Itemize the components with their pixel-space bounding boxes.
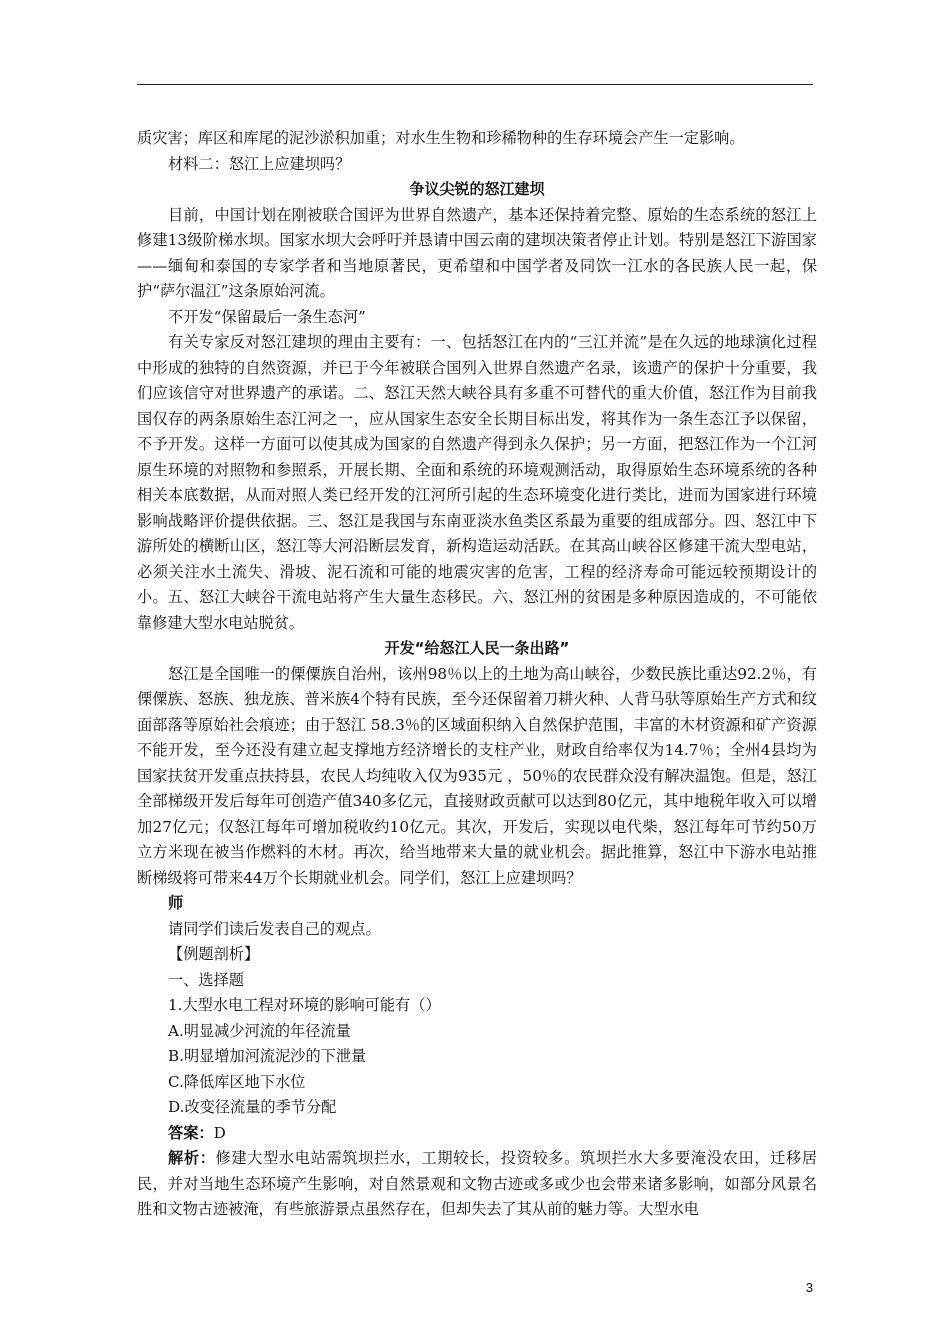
analysis-paragraph bbox=[137, 1146, 817, 1223]
paragraph-opposition-reasons: 有关专家反对怒江建坝的理由主要有：一、包括怒江在内的“三江并流”是在久远的地球演化过程中形成的独特的自然资源，并已于今年被联合国列入世界自然遗产名录，该遗产的保护十分重要，我们应该信守对世界遗产的承诺。二、怒江天然大峡谷具有多重不可替代的重大价值，怒江作为目前我国仅存的两条原始生态江河之一，应从国家生态安全长期目标出发，将其作为一条生态江予以保留，不予开发。这样一方面可以使其成为国家的自然遗产得到永久保护；另一方面，把怒江作为一个江河原生环境的对照物和参照系，开展长期、全面和系统的环境观测活动，取得原始生态环境系统的各种相关本底数据，从而对照人类已经开发的江河所引起的生态环境变化进行类比，进而为国家进行环境影响战略评价提供依据。三、怒江是我国与东南亚淡水鱼类区系最为重要的组成部分。四、怒江中下游所处的横断山区，怒江等大河沿断层发育，新构造运动活跃。在其高山峡谷区修建干流大型电站，必须关注水土流失、滑坡、泥石流和可能的地震灾害的危害，工程的经济寿命可能远较预期设计的小。五、怒江大峡谷干流电站将产生大量生态移民。六、怒江州的贫困是多种原因造成的，不可能依靠修建大型水电站脱贫。 bbox=[137, 333, 817, 632]
analysis-text: 修建大型水电站需筑坝拦水，工期较长，投资较多。筑坝拦水大多要淹没农田，迁移居民，并对当地生态环境产生影响，对自然景观和文物古迹或多或少也会带来诸多影响，如部分风景名胜和文物古迹被淹，有些旅游景点虽然存在，但却失去了其从前的魅力等。大型水电 bbox=[137, 1149, 818, 1218]
answer-line bbox=[137, 1121, 817, 1147]
option-b: B.明显增加河流泥沙的下泄量 bbox=[168, 1047, 367, 1065]
answer-label: 答案： bbox=[168, 1123, 214, 1142]
paragraph-continuation: 质灾害；库区和库尾的泥沙淤积加重；对水生生物和珍稀物种的生存环境会产生一定影响。 bbox=[137, 129, 745, 147]
page-content bbox=[137, 126, 817, 1223]
answer-value: D bbox=[213, 1123, 226, 1142]
header-rule bbox=[137, 84, 813, 85]
section-heading-development: 开发“给怒江人民一条出路” bbox=[384, 639, 570, 657]
example-analysis-heading: 【例题剖析】 bbox=[168, 945, 260, 963]
subheading-no-development: 不开发“保留最后一条生态河” bbox=[168, 307, 366, 326]
paragraph-intro: 目前，中国计划在刚被联合国评为世界自然遗产，基本还保持着完整、原始的生态系统的怒江上修建13级阶梯水坝。国家水坝大会呼吁并恳请中国云南的建坝决策者停止计划。特别是怒江下游国家——缅甸和泰国的专家学者和当地原著民，更希望和中国学者及同饮一江水的各民族人民一起，保护“萨尔温江”这条原始河流。 bbox=[137, 205, 817, 300]
question-1: 1.大型水电工程对环境的影响可能有（） bbox=[168, 996, 441, 1014]
section-heading-controversy: 争议尖锐的怒江建坝 bbox=[409, 180, 545, 198]
material-two-title: 材料二：怒江上应建坝吗？ bbox=[168, 154, 351, 173]
choice-section-heading: 一、选择题 bbox=[168, 970, 244, 989]
option-a: A.明显减少河流的年径流量 bbox=[168, 1021, 351, 1040]
teacher-label: 师 bbox=[168, 894, 184, 912]
option-c: C.降低库区地下水位 bbox=[168, 1072, 306, 1091]
option-d: D.改变径流量的季节分配 bbox=[168, 1098, 337, 1116]
teacher-instruction: 请同学们读后发表自己的观点。 bbox=[168, 919, 381, 938]
analysis-label: 解析： bbox=[168, 1149, 216, 1167]
page-number: 3 bbox=[805, 1280, 813, 1295]
paragraph-development-reasons: 怒江是全国唯一的傈僳族自治州，该州98％以上的土地为高山峡谷，少数民族比重达92.2％，有傈僳族、怒族、独龙族、普米族4个特有民族，至今还保留着刀耕火种、人背马驮等原始生产方式和纹面部落等原始社会痕迹；由于怒江 58.3％的区域面积纳入自然保护范围，丰富的木材资源和矿产资源不能开发，至今还没有建立起支撑地方经济增长的支柱产业，财政自给率仅为14.7％；全州4县均为国家扶贫开发重点扶持县，农民人均纯收入仅为935元 ，50％的农民群众没有解决温饱。但是，怒江全部梯级开发后每年可创造产值340多亿元，直接财政贡献可以达到80亿元，其中地税年收入可以增加27亿元；仅怒江每年可增加税收约10亿元。其次，开发后，实现以电代柴，怒江每年可节约50万立方米现在被当作燃料的木材。再次，给当地带来大量的就业机会。据此推算，怒江中下游水电站推断梯级将可带来44万个长期就业机会。同学们，怒江上应建坝吗？ bbox=[137, 664, 817, 887]
